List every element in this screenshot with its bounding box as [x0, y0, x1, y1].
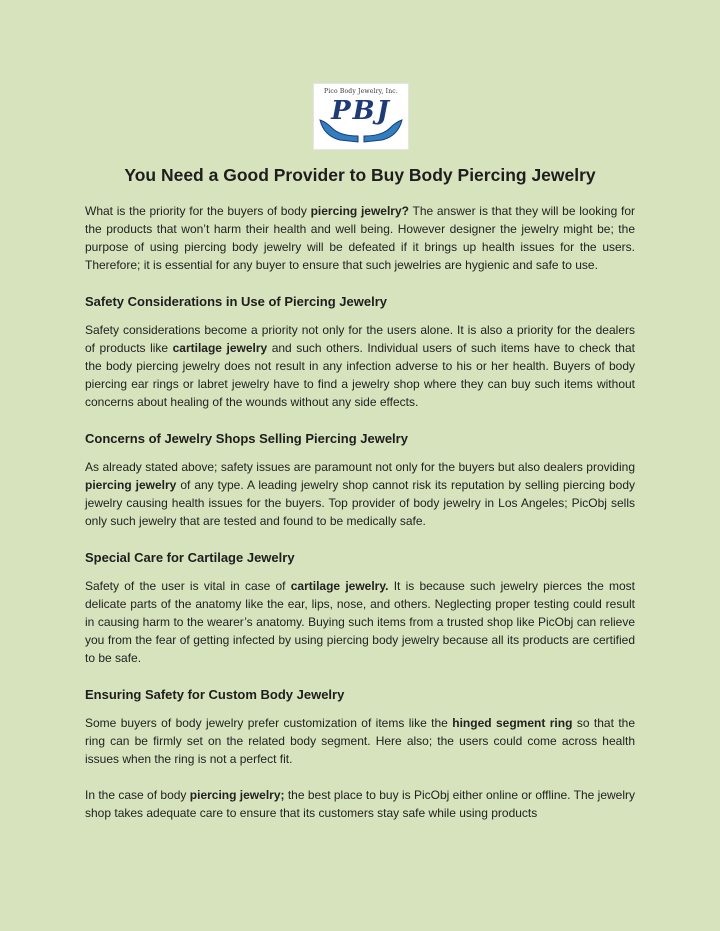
s3-text-1: Safety of the user is vital in case of	[85, 579, 291, 593]
logo-wings-icon	[318, 118, 404, 146]
intro-text-1: What is the priority for the buyers of body	[85, 204, 311, 218]
section-heading-jewelry-shops: Concerns of Jewelry Shops Selling Piercing Jewelry	[85, 431, 408, 446]
s4-p2-text-2: the best place to buy is PicObj either online or offline. The jewelry shop takes adequate care to ensure that its customers stay safe while using products	[85, 788, 635, 820]
s1-text-1: Safety considerations become a priority not only for the users alone. It is also a priority for the dealers of products like	[85, 323, 635, 355]
section-heading-cartilage-care: Special Care for Cartilage Jewelry	[85, 550, 295, 565]
section-paragraph-cartilage-care	[85, 577, 635, 667]
s2-text-1: As already stated above; safety issues are paramount not only for the buyers but also dealers providing	[85, 460, 635, 474]
company-logo	[313, 83, 409, 150]
s2-text-2: of any type. A leading jewelry shop cannot risk its reputation by selling piercing body jewelry causing health issues for the buyers. Top provider of body jewelry in Los Angeles; PicObj sells only such jewelry that are tested and found to be medically safe.	[85, 478, 635, 528]
intro-paragraph	[85, 202, 635, 274]
intro-text-2: The answer is that they will be looking for the products that won’t harm their health and well being. However designer the jewelry might be; the purpose of using piercing body jewelry will be defeated if it brings up health issues for the users. Therefore; it is essential for any buyer to ensure that such jewelries are hygienic and safe to use.	[85, 204, 635, 272]
s4-p1-keyword: hinged segment ring	[452, 716, 573, 730]
s1-keyword: cartilage jewelry	[172, 341, 268, 355]
s4-p1-text-2: so that the ring can be firmly set on the related body segment. Here also; the users could come across health issues when the ring is not a perfect fit.	[85, 716, 636, 766]
s3-text-2: It is because such jewelry pierces the most delicate parts of the anatomy like the ear, lips, nose, and others. Neglecting proper testing could result in causing harm to the wearer’s anatomy. Buying such items from a trusted shop like PicObj can relieve you from the fear of getting infected by using piercing body jewelry because all its products are certified to be safe.	[85, 579, 635, 665]
page-title: You Need a Good Provider to Buy Body Piercing Jewelry	[124, 165, 596, 185]
logo-small-text: Pico Body Jewelry, Inc.	[324, 88, 398, 95]
section-heading-custom-jewelry: Ensuring Safety for Custom Body Jewelry	[85, 687, 345, 702]
intro-keyword: piercing jewelry?	[310, 204, 409, 218]
section-paragraph-jewelry-shops	[85, 458, 635, 530]
section-paragraph-custom-jewelry-2	[85, 786, 635, 822]
s4-p1-text-1: Some buyers of body jewelry prefer customization of items like the	[85, 716, 453, 730]
section-paragraph-safety-considerations	[85, 321, 635, 411]
s2-keyword: piercing jewelry	[85, 478, 177, 492]
s4-p2-text-1: In the case of body	[85, 788, 190, 802]
article-body	[85, 202, 635, 822]
section-paragraph-custom-jewelry-1	[85, 714, 635, 768]
logo-big-text: PBJ	[331, 96, 391, 126]
s1-text-2: and such others. Individual users of such items have to check that the body piercing jewelry does not result in any infection adverse to his or her health. Buyers of body piercing ear rings or labret jewelry have to find a jewelry shop where they can buy such items without concerns about healing of the wounds without any side effects.	[85, 341, 635, 409]
section-heading-safety-considerations: Safety Considerations in Use of Piercing Jewelry	[85, 294, 387, 309]
s4-p2-keyword: piercing jewelry;	[189, 788, 285, 802]
s3-keyword: cartilage jewelry.	[290, 579, 389, 593]
